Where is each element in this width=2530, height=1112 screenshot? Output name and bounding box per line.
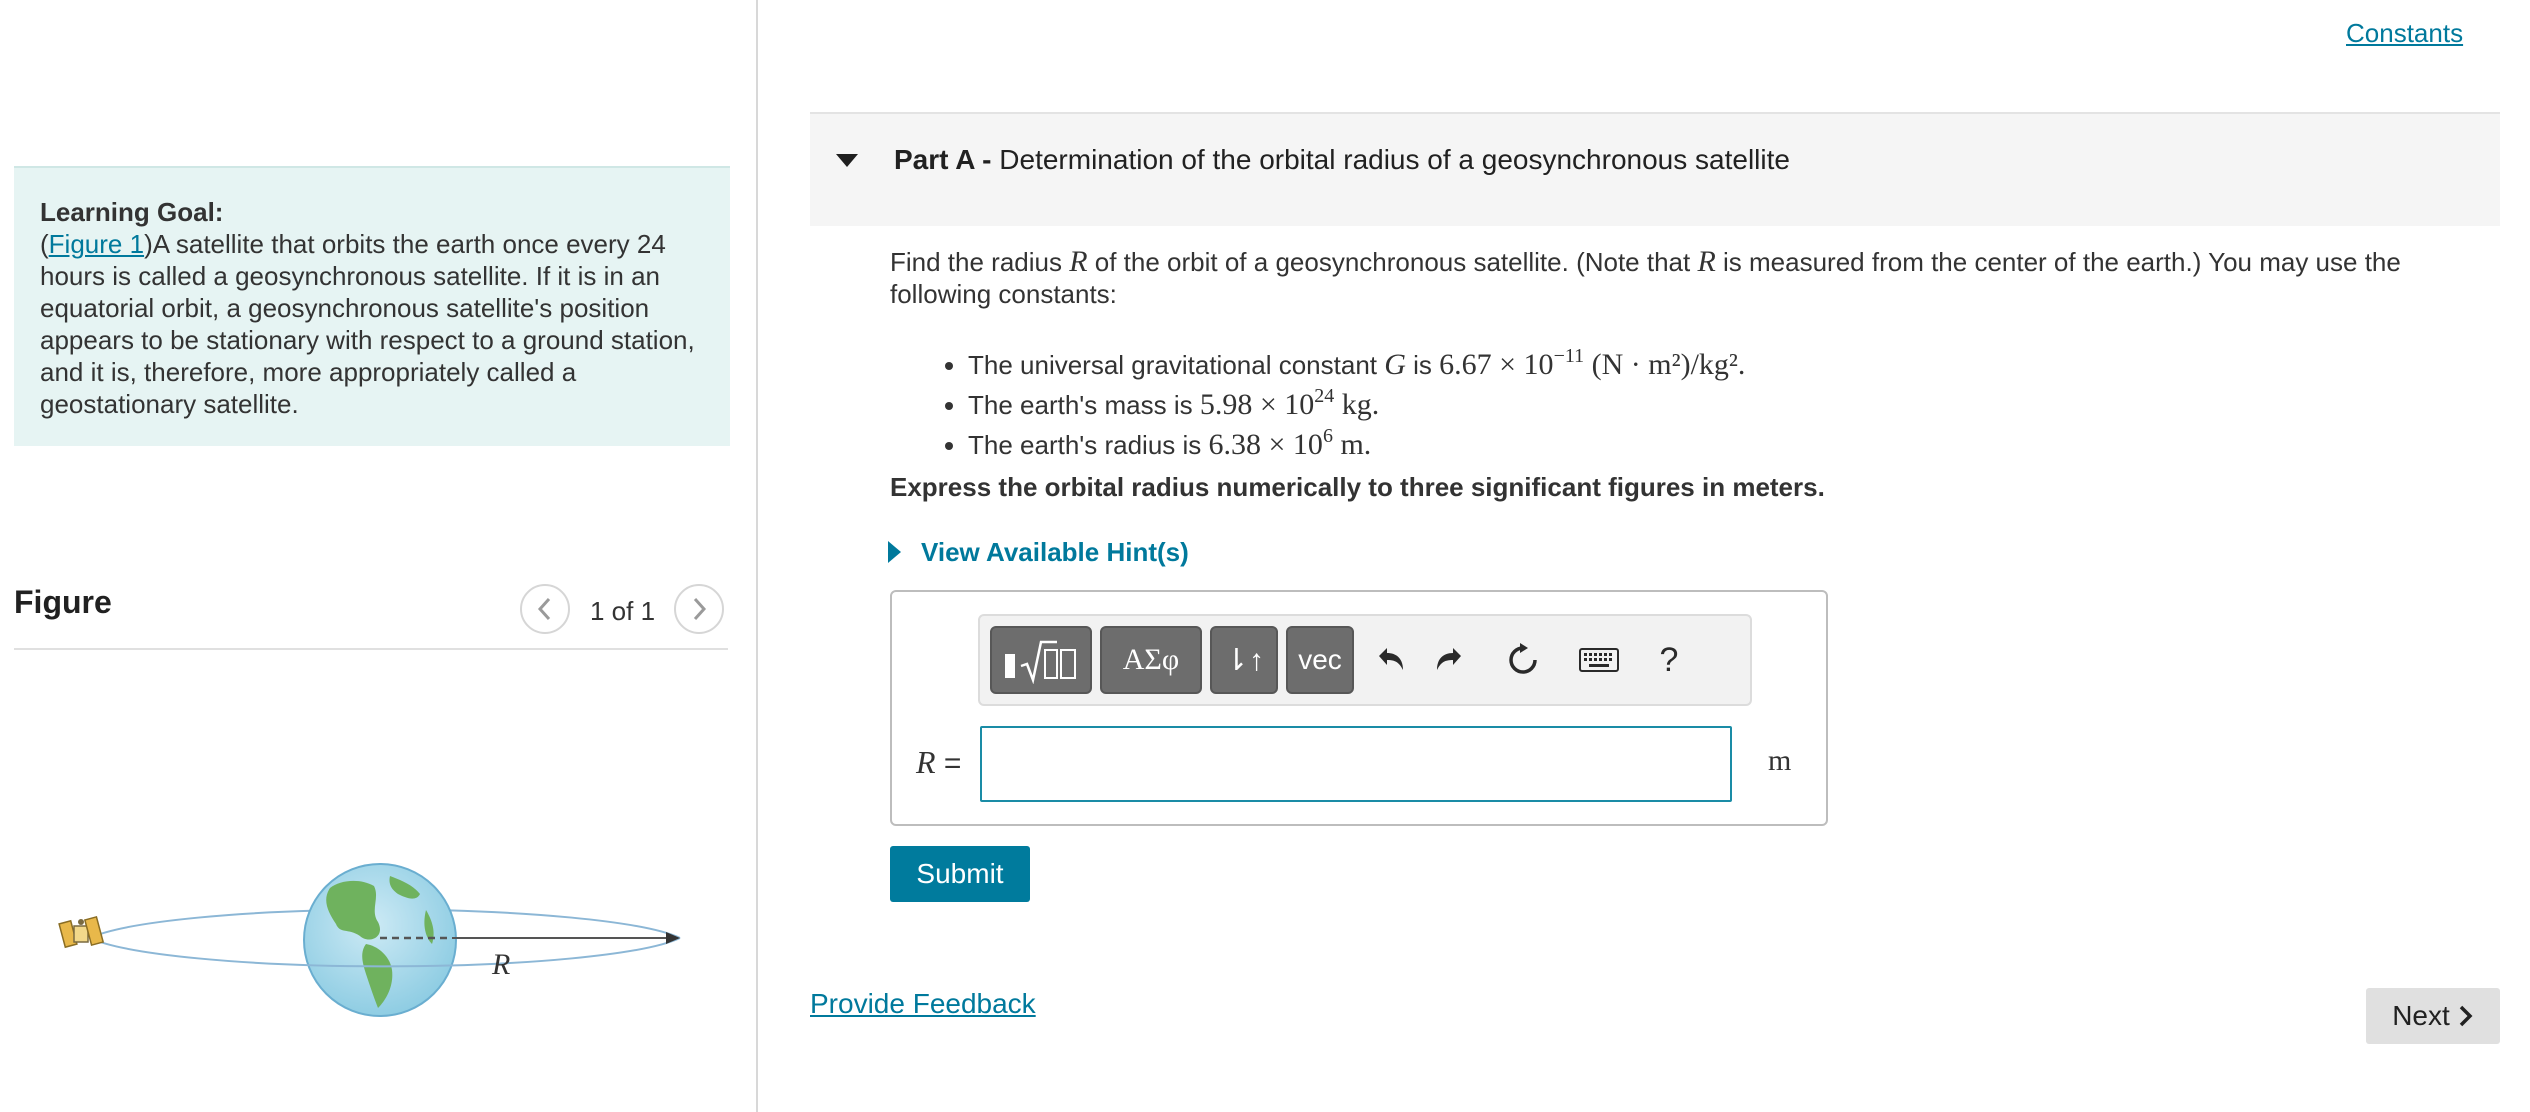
constant-unit: m. bbox=[1332, 428, 1372, 461]
greek-symbols-button[interactable] bbox=[1100, 626, 1202, 694]
constants-link[interactable]: Constants bbox=[2346, 18, 2464, 48]
question-var-r-2: R bbox=[1697, 245, 1716, 278]
expand-caret-icon bbox=[888, 541, 901, 563]
subscript-superscript-button[interactable] bbox=[1210, 626, 1278, 694]
radius-arrowhead bbox=[666, 932, 680, 944]
left-panel bbox=[0, 0, 756, 1112]
fraction-root-icon bbox=[1001, 636, 1081, 684]
figure-prev-button[interactable] bbox=[520, 584, 570, 634]
figure-1-link[interactable]: Figure 1 bbox=[48, 229, 145, 259]
constant-mid: is bbox=[1405, 350, 1440, 380]
undo-icon bbox=[1375, 646, 1407, 674]
radius-label: R bbox=[492, 948, 511, 981]
constant-label: The earth's mass is bbox=[968, 390, 1200, 420]
earth-illustration bbox=[304, 864, 456, 1016]
part-a-prefix: Part A - bbox=[894, 144, 992, 175]
constant-value bbox=[1208, 425, 1372, 461]
constants-list bbox=[968, 336, 1746, 461]
figure-header bbox=[14, 574, 728, 650]
chevron-left-icon bbox=[536, 596, 554, 622]
vec-label: vec bbox=[1298, 644, 1342, 675]
reset-button[interactable] bbox=[1494, 626, 1552, 694]
chevron-right-icon bbox=[690, 596, 708, 622]
constant-label: The earth's radius is bbox=[968, 430, 1209, 460]
answer-label bbox=[916, 744, 961, 781]
constant-exponent: −11 bbox=[1553, 345, 1585, 367]
figure-counter: 1 of 1 bbox=[590, 596, 656, 626]
constant-unit: kg. bbox=[1334, 388, 1380, 421]
reset-icon bbox=[1506, 643, 1540, 677]
learning-goal-body: A satellite that orbits the earth once every 24 hours is called a geosynchronous satellite. If it is in an equatorial orbit, a geosynchronous satellite's position appears to be stationary with respect to a ground station, and it is, therefore, more appropriately called a geostationary satellite. bbox=[40, 229, 695, 419]
satellite-icon bbox=[59, 917, 103, 947]
view-hints-label: View Available Hint(s) bbox=[921, 536, 1189, 567]
next-button[interactable] bbox=[2366, 988, 2500, 1044]
constant-mantissa: 5.98 × 10 bbox=[1199, 388, 1315, 421]
view-hints-toggle[interactable] bbox=[888, 534, 1189, 570]
collapse-caret-icon[interactable] bbox=[836, 154, 858, 167]
part-a-title bbox=[894, 144, 1790, 176]
help-button[interactable] bbox=[1640, 626, 1698, 694]
constant-exponent: 6 bbox=[1322, 425, 1333, 447]
constant-item-mass bbox=[968, 376, 1745, 421]
constant-symbol: G bbox=[1384, 348, 1406, 381]
answer-unit: m bbox=[1768, 744, 1792, 777]
redo-icon bbox=[1433, 646, 1465, 674]
constant-label: The universal gravitational constant bbox=[968, 350, 1385, 380]
instruction-text: Express the orbital radius numerically to three significant figures in meters. bbox=[890, 472, 1825, 502]
question-var-r: R bbox=[1069, 245, 1088, 278]
arrows-updown-icon: ⇂↑ bbox=[1223, 643, 1265, 677]
panel-divider bbox=[756, 0, 758, 1112]
learning-goal-box bbox=[14, 166, 730, 446]
learning-goal-title: Learning Goal: bbox=[40, 197, 224, 227]
part-a-text: Determination of the orbital radius of a geosynchronous satellite bbox=[999, 144, 1790, 175]
vector-button[interactable] bbox=[1286, 626, 1354, 694]
help-icon: ? bbox=[1659, 640, 1679, 679]
question-text bbox=[890, 246, 2450, 310]
redo-button[interactable] bbox=[1420, 626, 1478, 694]
constant-mantissa: 6.38 × 10 bbox=[1208, 428, 1323, 461]
templates-button[interactable] bbox=[990, 626, 1092, 694]
constant-unit: (N · m²)/kg². bbox=[1584, 348, 1746, 381]
question-text-2: of the orbit of a geosynchronous satellite. (Note that bbox=[1087, 247, 1698, 277]
question-text-1: Find the radius bbox=[890, 247, 1070, 277]
greek-symbols-label: ΑΣφ bbox=[1122, 643, 1180, 676]
answer-input[interactable] bbox=[980, 726, 1732, 802]
math-toolbar bbox=[978, 614, 1752, 706]
constant-mantissa: 6.67 × 10 bbox=[1439, 348, 1554, 381]
constant-item-radius bbox=[968, 416, 1745, 461]
answer-box bbox=[890, 590, 1828, 826]
undo-button[interactable] bbox=[1362, 626, 1420, 694]
constant-item-g bbox=[968, 336, 1746, 381]
submit-button[interactable]: Submit bbox=[890, 846, 1030, 902]
next-label: Next bbox=[2392, 1000, 2450, 1031]
answer-label-eq: = bbox=[935, 747, 962, 780]
question-text-3: is measured from the center of the earth.) You may use the following constants: bbox=[890, 247, 2401, 309]
figure-title: Figure bbox=[14, 584, 112, 620]
orbit-figure bbox=[40, 840, 700, 1040]
keyboard-icon bbox=[1579, 647, 1619, 673]
figure-next-button[interactable] bbox=[674, 584, 724, 634]
learning-goal-text: (Figure 1)A satellite that orbits the earth once every 24 hours is called a geosynchronous satellite. If it is in an equatorial orbit, a geosynchronous satellite's position appears to be stationary with respect to a ground station, and it is, therefore, more appropriately called a geostationary satellite. bbox=[40, 229, 695, 419]
constant-value bbox=[1439, 345, 1746, 381]
part-a-header[interactable] bbox=[810, 112, 2500, 226]
chevron-right-icon bbox=[2458, 1004, 2474, 1028]
provide-feedback-link[interactable]: Provide Feedback bbox=[810, 988, 1036, 1019]
constant-exponent: 24 bbox=[1314, 385, 1335, 407]
answer-label-var: R bbox=[916, 744, 936, 780]
keyboard-button[interactable] bbox=[1570, 626, 1628, 694]
